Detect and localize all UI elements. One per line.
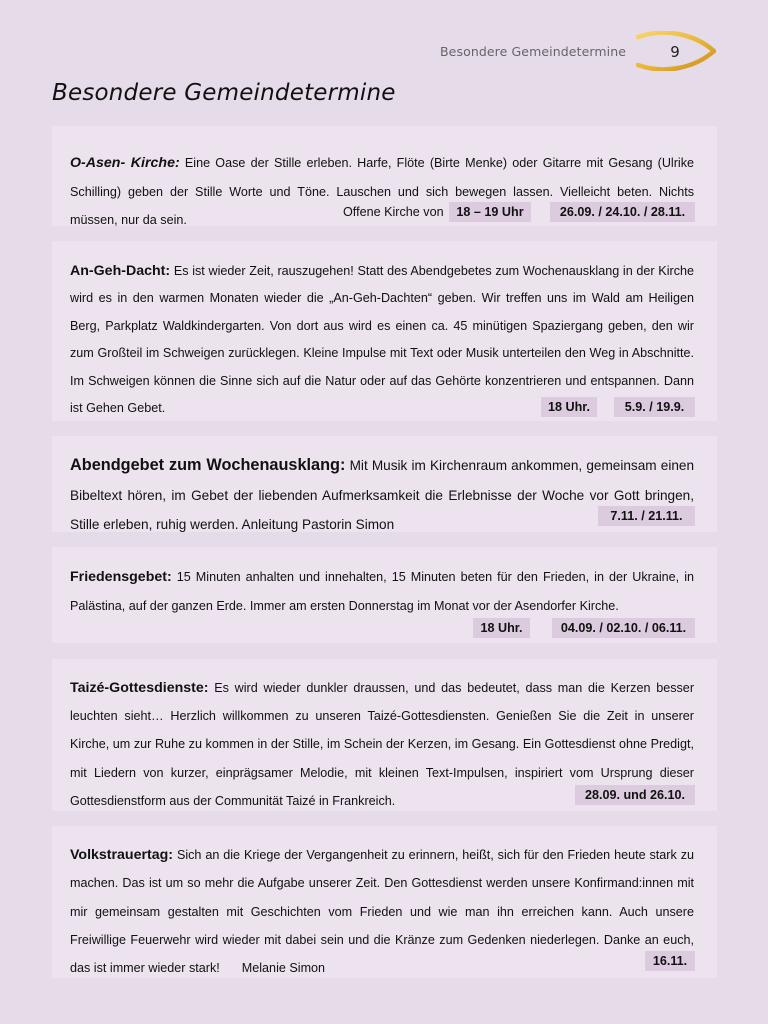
- date-badge: 5.9. / 19.9.: [614, 397, 695, 417]
- event-title: O-Asen- Kirche:: [70, 155, 180, 171]
- date-badge: 04.09. / 02.10. / 06.11.: [552, 618, 695, 638]
- page-title: Besondere Gemeindetermine: [52, 80, 396, 106]
- running-title: Besondere Gemeindetermine: [440, 44, 627, 59]
- event-extra-label: Offene Kirche von: [343, 205, 444, 219]
- event-box-volkstrauertag: [52, 826, 717, 978]
- date-badge: 26.09. / 24.10. / 28.11.: [550, 202, 695, 222]
- event-title: Abendgebet zum Wochenausklang:: [70, 456, 346, 474]
- event-body: Mit Musik im Kirchenraum ankommen, gemeinsam einen Bibeltext hören, im Gebet der liebenden Aufmerksamkeit die Erlebnisse der Woche vor Gott bringen, Stille erleben, ruhig werden. Anleitung Pastorin Simon: [70, 458, 695, 532]
- event-body: Es wird wieder dunkler draussen, und das bedeutet, dass man die Kerzen besser leuchten sieht… Herzlich willkommen zu unseren Taizé-Gottesdiensten. Genießen Sie die Zeit in unserer Kirche, um zur Ruhe zu kommen in der Stille, im Schein der Kerzen, im Gesang. Ein Gottesdienst ohne Predigt, mit Liedern von kurzer, einprägsamer Melodie, mit kleinen Text-Impulsen, inspiriert vom Ursprung dieser Gottesdienstform aus der Communität Taizé in Frankreich.: [70, 681, 695, 808]
- date-badge: 7.11. / 21.11.: [598, 506, 695, 526]
- event-title: Taizé-Gottesdienste:: [70, 680, 209, 696]
- date-badge: 28.09. und 26.10.: [575, 785, 695, 805]
- time-badge: 18 Uhr.: [473, 618, 530, 638]
- event-body: Es ist wieder Zeit, rauszugehen! Statt des Abendgebetes zum Wochenausklang in der Kirche wird es in den warmen Monaten wieder die „An-Geh-Dachten“ geben. Wir treffen uns im Wald am Heiligen Berg, Parkplatz Waldkindergarten. Von dort aus wird es einen ca. 45 minütigen Spaziergang geben, den wir zum Großteil im Schweigen zurücklegen. Kleine Impulse mit Text oder Musik unterteilen den Weg in Abschnitte. Im Schweigen können die Sinne sich auf die Natur oder auf das Gehörte konzentrieren und entspannen. Dann ist Gehen Gebet.: [70, 264, 694, 416]
- event-text: [70, 841, 694, 982]
- event-box-an-geh-dacht: [52, 241, 717, 421]
- event-body: 15 Minuten anhalten und innehalten, 15 Minuten beten für den Frieden, in der Ukraine, in Palästina, auf der ganzen Erde. Immer am ersten Donnerstag im Monat vor der Asendorfer Kirche.: [70, 570, 694, 613]
- event-text: [70, 451, 694, 540]
- event-text: [70, 563, 694, 620]
- event-author: Melanie Simon: [241, 961, 326, 976]
- event-body: Eine Oase der Stille erleben. Harfe, Flöte (Birte Menke) oder Gitarre mit Gesang (Ulrike Schilling) geben der Stille Worte und Töne. Lauschen und sich bewegen lassen. Vielleicht beten. Nichts müssen, nur da sein.: [70, 156, 695, 227]
- event-text: [70, 258, 694, 422]
- event-title: An-Geh-Dacht:: [70, 263, 171, 279]
- page-number: 9: [670, 43, 680, 61]
- date-badge: 16.11.: [645, 951, 695, 971]
- time-badge: 18 – 19 Uhr: [449, 202, 531, 222]
- time-badge: 18 Uhr.: [541, 397, 597, 417]
- event-title: Friedensgebet:: [70, 569, 172, 585]
- event-body: Sich an die Kriege der Vergangenheit zu erinnern, heißt, sich für den Frieden heute stark zu machen. Das ist um so mehr die Aufgabe unserer Zeit. Den Gottesdienst werden unsere Konfirmand:innen mit mir gemeinsam gestalten mit Geschichten vom Frieden und wie man ihn erreichen kann. Auch unsere Freiwillige Feuerwehr wird wieder mit dabei sein und die Kränze zum Gedenken niederlegen. Danke an euch, das ist immer wieder stark!: [70, 848, 694, 976]
- event-title: Volkstrauertag:: [70, 847, 174, 863]
